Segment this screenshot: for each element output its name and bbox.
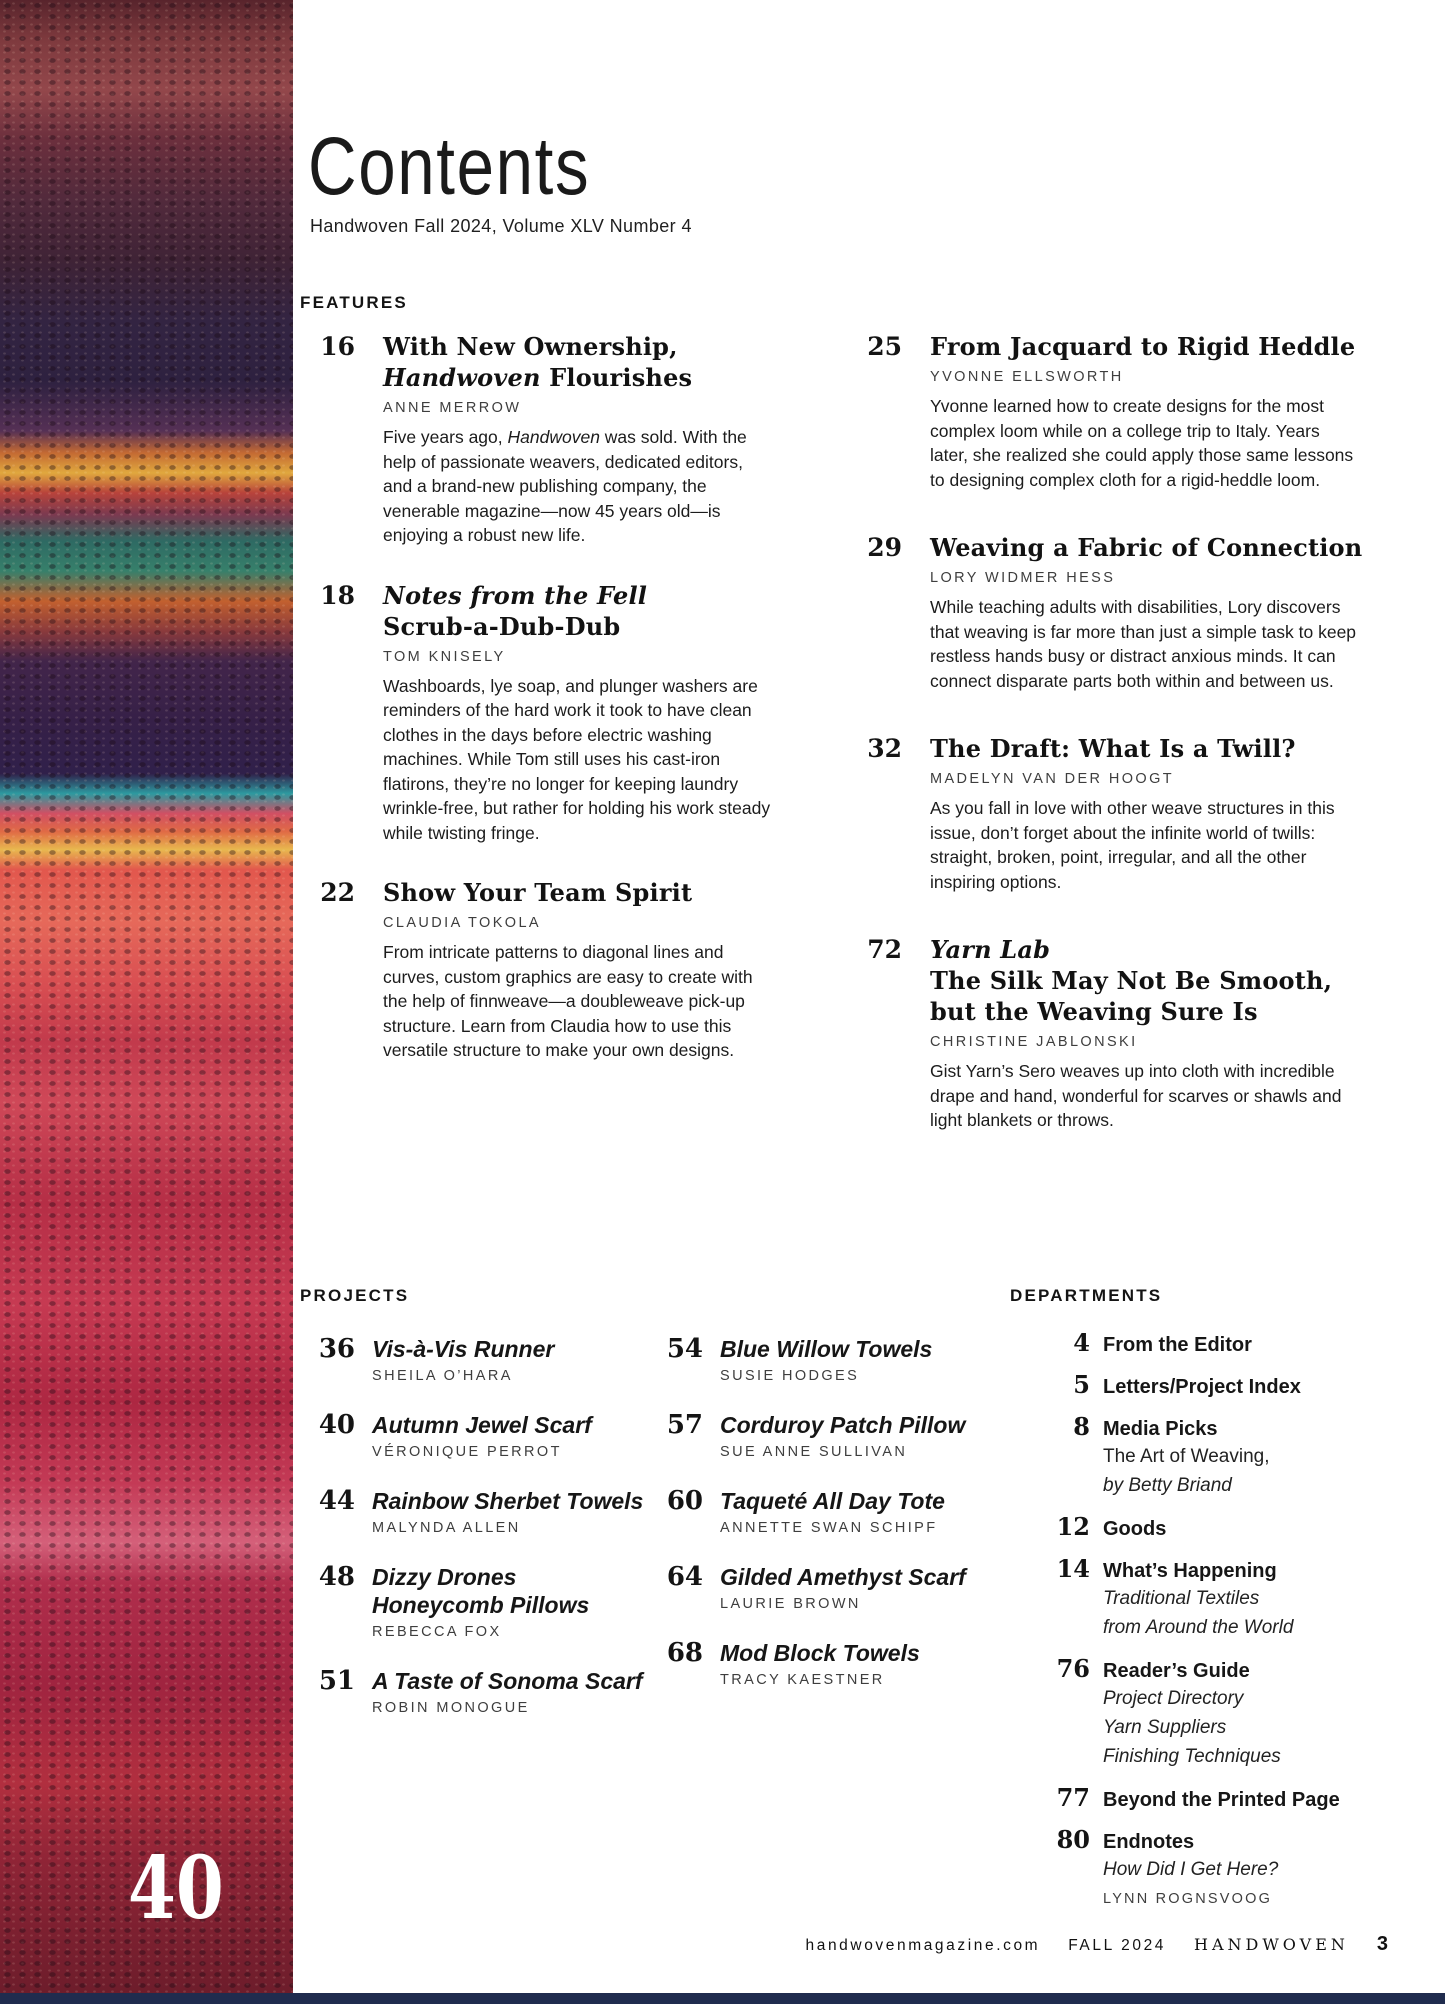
- department-subitem: Finishing Techniques: [1103, 1746, 1281, 1767]
- feature-author: CLAUDIA TOKOLA: [383, 915, 541, 931]
- feature-title: Weaving a Fabric of Connection: [930, 533, 1363, 562]
- feature-author: LORY WIDMER HESS: [930, 570, 1116, 586]
- footer-website: handwovenmagazine.com: [805, 1937, 1041, 1954]
- project-title: Gilded Amethyst Scarf: [720, 1564, 966, 1590]
- project-title: Blue Willow Towels: [720, 1336, 933, 1362]
- project-item: [300, 1410, 662, 1460]
- feature-page-number: 32: [867, 734, 902, 763]
- project-item: [648, 1486, 996, 1536]
- project-title: Autumn Jewel Scarf: [372, 1412, 592, 1438]
- project-author: REBECCA FOX: [372, 1624, 502, 1640]
- department-item: [1010, 1654, 1410, 1771]
- feature-description: Washboards, lye soap, and plunger washers are reminders of the hard work it took to have clean clothes in the days before electric washing machines. While Tom still uses his cast-iron flatirons, they’re no longer for keeping laundry wrinkle-free, but rather for holding his work steady while twisting fringe.: [383, 675, 771, 843]
- department-label: Beyond the Printed Page: [1103, 1789, 1340, 1811]
- department-author: LYNN ROGNSVOOG: [1103, 1891, 1273, 1907]
- department-page-number: 12: [1056, 1512, 1090, 1541]
- project-page-number: 68: [666, 1638, 703, 1668]
- project-page-number: 51: [318, 1666, 355, 1696]
- project-author: TRACY KAESTNER: [720, 1672, 885, 1688]
- feature-page-number: 25: [867, 332, 902, 361]
- department-subitem: by Betty Briand: [1103, 1475, 1232, 1496]
- footer-magazine-name: HANDWOVEN: [1194, 1935, 1349, 1954]
- department-label: Endnotes: [1103, 1831, 1195, 1853]
- project-page-number: 44: [318, 1486, 355, 1516]
- feature-page-number: 29: [867, 533, 902, 562]
- project-item: [648, 1562, 996, 1612]
- department-item: [1010, 1512, 1410, 1542]
- feature-title: Show Your Team Spirit: [383, 878, 693, 907]
- project-item: [300, 1666, 662, 1716]
- feature-title: Yarn Lab The Silk May Not Be Smooth, but the Weaving Sure Is: [930, 935, 1333, 1026]
- department-label: Letters/Project Index: [1103, 1376, 1301, 1398]
- project-title: Mod Block Towels: [720, 1640, 920, 1666]
- department-page-number: 4: [1073, 1328, 1090, 1357]
- department-item: [1010, 1370, 1410, 1400]
- project-page-number: 40: [318, 1410, 355, 1440]
- feature-description: Gist Yarn’s Sero weaves up into cloth with incredible drape and hand, wonderful for scarves or shawls and light blankets or throws.: [930, 1061, 1342, 1130]
- feature-title: From Jacquard to Rigid Heddle: [930, 332, 1356, 361]
- issue-info: Handwoven Fall 2024, Volume XLV Number 4: [310, 216, 692, 236]
- project-page-number: 57: [666, 1410, 703, 1440]
- feature-title: Notes from the Fell Scrub-a-Dub-Dub: [383, 580, 648, 641]
- project-author: SHEILA O’HARA: [372, 1368, 513, 1384]
- feature-item: [847, 532, 1392, 693]
- project-author: VÉRONIQUE PERROT: [372, 1444, 562, 1460]
- project-item: [648, 1334, 996, 1384]
- feature-page-number: 22: [320, 878, 355, 907]
- feature-item: [847, 934, 1392, 1133]
- project-author: SUSIE HODGES: [720, 1368, 860, 1384]
- project-author: ROBIN MONOGUE: [372, 1700, 530, 1716]
- department-item: [1010, 1328, 1410, 1358]
- project-author: SUE ANNE SULLIVAN: [720, 1444, 908, 1460]
- department-subitem: Yarn Suppliers: [1103, 1717, 1227, 1738]
- project-item: [648, 1638, 996, 1688]
- department-label: From the Editor: [1103, 1334, 1252, 1356]
- feature-author: MADELYN VAN DER HOOGT: [930, 771, 1175, 787]
- photo-page-number: 40: [128, 1838, 224, 1939]
- feature-page-number: 16: [320, 332, 355, 361]
- footer-season: FALL 2024: [1068, 1937, 1167, 1954]
- bottom-edge-bar: [0, 1993, 1445, 2004]
- department-subitem: Project Directory: [1103, 1688, 1244, 1709]
- feature-author: YVONNE ELLSWORTH: [930, 369, 1124, 385]
- project-item: [648, 1410, 996, 1460]
- feature-item: [300, 580, 773, 846]
- feature-item: [847, 733, 1392, 894]
- feature-item: [300, 331, 773, 548]
- project-title: Taqueté All Day Tote: [720, 1488, 945, 1514]
- department-label: Media Picks: [1103, 1418, 1218, 1440]
- project-page-number: 48: [318, 1562, 355, 1592]
- projects-column-left: [300, 1286, 662, 1742]
- project-page-number: 54: [666, 1334, 703, 1364]
- project-title: Vis-à-Vis Runner: [372, 1336, 555, 1362]
- project-title: A Taste of Sonoma Scarf: [372, 1668, 643, 1694]
- features-heading: FEATURES: [300, 293, 408, 312]
- feature-description: As you fall in love with other weave structures in this issue, don’t forget about the infinite world of twills: straight, broken, point, irregular, and all the other inspiring options.: [930, 798, 1335, 892]
- project-item: [300, 1334, 662, 1384]
- department-item: [1010, 1412, 1410, 1500]
- department-item: [1010, 1554, 1410, 1642]
- feature-item: [847, 331, 1392, 492]
- feature-description: From intricate patterns to diagonal lines and curves, custom graphics are easy to create with the help of finnweave—a doubleweave pick-up structure. Learn from Claudia how to use this versatile structure to make your own designs.: [383, 942, 753, 1060]
- department-label: What’s Happening: [1103, 1560, 1277, 1582]
- departments-heading: DEPARTMENTS: [1010, 1286, 1163, 1305]
- department-page-number: 5: [1073, 1370, 1090, 1399]
- departments-column: [1010, 1286, 1410, 1922]
- department-subitem: Traditional Textiles: [1103, 1588, 1260, 1609]
- feature-author: ANNE MERROW: [383, 400, 522, 416]
- project-page-number: 36: [318, 1334, 355, 1364]
- project-author: ANNETTE SWAN SCHIPF: [720, 1520, 938, 1536]
- page-title: Contents: [308, 121, 591, 212]
- project-page-number: 64: [666, 1562, 703, 1592]
- department-page-number: 80: [1056, 1825, 1090, 1854]
- project-title: Rainbow Sherbet Towels: [372, 1488, 644, 1514]
- project-item: [300, 1486, 662, 1536]
- feature-author: CHRISTINE JABLONSKI: [930, 1034, 1138, 1050]
- department-subitem: How Did I Get Here?: [1103, 1859, 1279, 1880]
- feature-item: [300, 877, 773, 1063]
- project-page-number: 60: [666, 1486, 703, 1516]
- page-footer: [806, 1933, 1388, 1956]
- feature-author: TOM KNISELY: [383, 648, 506, 665]
- feature-title: With New Ownership, Handwoven Flourishes: [383, 332, 693, 392]
- department-subitem: from Around the World: [1103, 1617, 1294, 1638]
- fabric-photo: [0, 0, 293, 2004]
- projects-column-middle: [648, 1334, 996, 1714]
- department-page-number: 77: [1056, 1783, 1090, 1812]
- project-title: Corduroy Patch Pillow: [720, 1412, 966, 1438]
- department-page-number: 14: [1056, 1554, 1090, 1583]
- department-label: Goods: [1103, 1518, 1167, 1540]
- project-author: MALYNDA ALLEN: [372, 1520, 521, 1536]
- features-column-left: [300, 293, 773, 1095]
- project-author: LAURIE BROWN: [720, 1596, 861, 1612]
- feature-page-number: 72: [867, 935, 902, 964]
- footer-page-number: 3: [1376, 1933, 1388, 1955]
- department-item: [1010, 1783, 1410, 1813]
- department-item: [1010, 1825, 1410, 1910]
- department-subitem: The Art of Weaving,: [1103, 1446, 1270, 1467]
- feature-description: Yvonne learned how to create designs for the most complex loom while on a college trip to Italy. Years later, she realized she could apply those same lessons to designing complex cloth for a rigid-heddle loom.: [930, 396, 1354, 490]
- department-page-number: 8: [1073, 1412, 1090, 1441]
- feature-description: Five years ago, Handwoven was sold. With the help of passionate weavers, dedicated editors, and a brand-new publishing company, the venerable magazine—now 45 years old—is enjoying a robust new life.: [383, 427, 747, 545]
- project-title: Dizzy Drones Honeycomb Pillows: [372, 1564, 590, 1618]
- feature-description: While teaching adults with disabilities, Lory discovers that weaving is far more than just a simple task to keep restless hands busy or distract anxious minds. It can connect disparate parts both within and between us.: [930, 597, 1357, 691]
- feature-page-number: 18: [320, 580, 355, 610]
- department-label: Reader’s Guide: [1103, 1660, 1250, 1682]
- project-item: [300, 1562, 662, 1640]
- features-column-right: [847, 331, 1392, 1173]
- projects-heading: PROJECTS: [300, 1286, 410, 1305]
- feature-title: The Draft: What Is a Twill?: [930, 734, 1296, 763]
- department-page-number: 76: [1056, 1654, 1090, 1683]
